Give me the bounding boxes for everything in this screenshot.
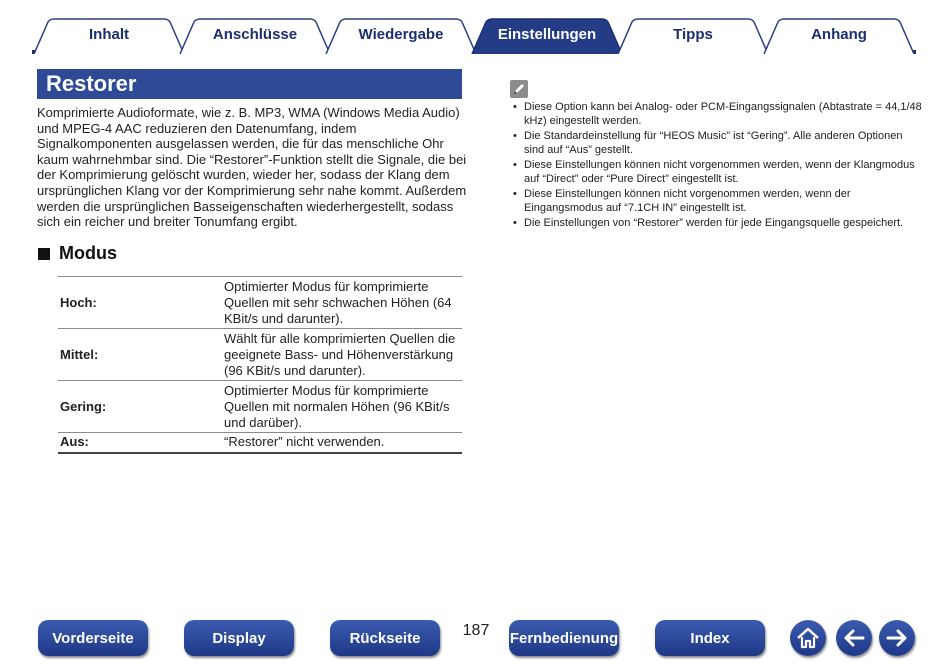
index-button[interactable]: Index — [655, 620, 765, 656]
forward-arrow-icon — [884, 625, 910, 651]
tab-bar — [32, 14, 916, 54]
fernbedienung-button[interactable]: Fernbedienung — [509, 620, 619, 656]
tab-label: Einstellungen — [497, 25, 597, 43]
notes-list — [512, 101, 922, 233]
tab-inhalt[interactable] — [32, 18, 186, 50]
page-number: 187 — [462, 622, 490, 639]
home-icon — [795, 625, 821, 651]
table-row — [58, 277, 462, 329]
list-item: • Diese Option kann bei Analog- oder PCM-Eingangssignalen (Abtastrate = 44,1/48 kHz) eingestellt werden. — [512, 101, 922, 128]
tab-wiedergabe[interactable] — [324, 18, 478, 50]
list-item: • Die Einstellungen von “Restorer” werden für jede Eingangsquelle gespeichert. — [512, 217, 922, 231]
tab-label: Inhalt — [89, 25, 129, 43]
tab-label: Anhang — [811, 25, 867, 43]
back-button[interactable] — [836, 620, 872, 656]
modus-heading — [38, 243, 117, 264]
tab-anhang[interactable] — [762, 18, 916, 50]
modus-table — [58, 276, 462, 454]
list-item: • Die Standardeinstellung für “HEOS Music” ist “Gering”. Alle anderen Optionen sind auf “Aus” gestellt. — [512, 130, 922, 157]
tab-anschluesse[interactable] — [178, 18, 332, 50]
table-row — [58, 329, 462, 381]
forward-button[interactable] — [879, 620, 915, 656]
modus-heading-label: Modus — [59, 243, 117, 263]
tab-label: Tipps — [673, 25, 713, 43]
square-bullet-icon — [38, 248, 50, 260]
table-key: Gering: — [58, 381, 222, 433]
table-value: Optimierter Modus für komprimierte Quellen mit sehr schwachen Höhen (64 KBit/s und darunter). — [222, 277, 462, 329]
table-row — [58, 381, 462, 433]
display-button[interactable]: Display — [184, 620, 294, 656]
home-button[interactable] — [790, 620, 826, 656]
table-value: Wählt für alle komprimierten Quellen die geeignete Bass- und Höhenverstärkung (96 KBit/s und darunter). — [222, 329, 462, 381]
table-key: Aus: — [58, 433, 222, 453]
tab-tipps[interactable] — [616, 18, 770, 50]
section-title: Restorer — [37, 69, 462, 99]
pencil-icon — [510, 80, 528, 98]
table-key: Mittel: — [58, 329, 222, 381]
list-item: • Diese Einstellungen können nicht vorgenommen werden, wenn der Klangmodus auf “Direct” oder “Pure Direct” eingestellt ist. — [512, 159, 922, 186]
table-key: Hoch: — [58, 277, 222, 329]
list-item: • Diese Einstellungen können nicht vorgenommen werden, wenn der Eingangsmodus auf “7.1CH IN” eingestellt ist. — [512, 188, 922, 215]
back-arrow-icon — [841, 625, 867, 651]
tab-einstellungen[interactable] — [470, 18, 624, 50]
table-value: “Restorer” nicht verwenden. — [222, 433, 462, 453]
vorderseite-button[interactable]: Vorderseite — [38, 620, 148, 656]
rueckseite-button[interactable]: Rückseite — [330, 620, 440, 656]
tab-label: Anschlüsse — [212, 25, 298, 43]
table-value: Optimierter Modus für komprimierte Quellen mit normalen Höhen (96 KBit/s und darüber). — [222, 381, 462, 433]
intro-paragraph: Komprimierte Audioformate, wie z. B. MP3, WMA (Windows Media Audio) und MPEG-4 AAC reduzieren den Datenumfang, indem Signalkomponenten ausgelassen werden, die für das menschliche Ohr kaum wahrnehmbar sind. Die “Restorer”-Funktion stellt die Signale, die bei der Komprimierung gelöscht wurden, wieder her, sodass der Klang dem ursprünglichen Klang vor der Komprimierung sehr nahe kommt. Außerdem werden die ursprünglichen Basseigenschaften wiederhergestellt, sodass sich ein reicher und breiter Tonumfang ergibt. — [37, 105, 467, 230]
table-row — [58, 433, 462, 453]
tab-label: Wiedergabe — [358, 25, 444, 43]
